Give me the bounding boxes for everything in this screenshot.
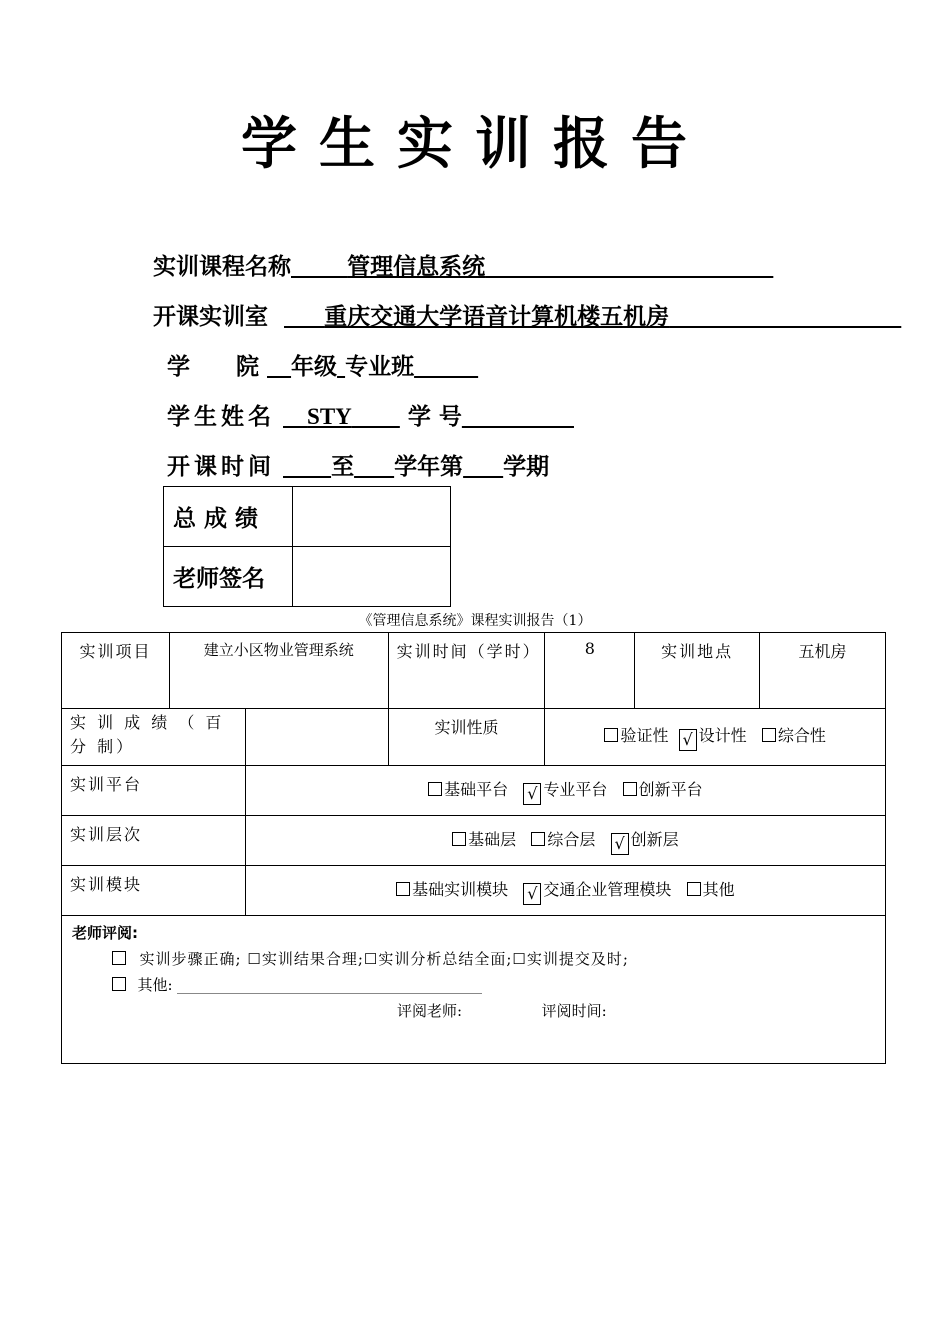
name-value: STY: [307, 404, 352, 429]
table-row: [62, 866, 886, 916]
teacher-signature-label: 老师签名: [164, 547, 293, 607]
platform-option[interactable]: 创新平台: [623, 780, 703, 799]
platform-option[interactable]: √ 专业平台: [523, 780, 607, 799]
total-score-label: 总 成 绩: [164, 487, 293, 547]
report-title: 学生实训报告: [241, 112, 709, 177]
id-label: 学 号: [407, 404, 462, 430]
checkbox-checked-icon: √: [679, 729, 697, 751]
hours-value: 8: [545, 633, 635, 709]
review-items-text: 实训步骤正确; ☐实训结果合理;☐实训分析总结全面;☐实训提交及时;: [139, 950, 629, 968]
project-value: 建立小区物业管理系统: [169, 633, 388, 709]
lab-value: 重庆交通大学语音计算机楼五机房: [324, 304, 670, 330]
platform-options: [245, 766, 885, 816]
nature-label: 实训性质: [388, 709, 545, 766]
checkbox-icon: [623, 782, 637, 796]
review-time-label: 评阅时间:: [541, 1002, 607, 1020]
review-section: [62, 916, 886, 1064]
course-value: 管理信息系统: [347, 254, 486, 280]
level-options: [245, 816, 885, 866]
module-option[interactable]: 基础实训模块: [396, 880, 508, 899]
table-row: [62, 709, 886, 766]
table-row: [62, 766, 886, 816]
review-criteria: [72, 946, 875, 972]
module-option[interactable]: √ 交通企业管理模块: [523, 880, 671, 899]
module-label: 实训模块: [62, 866, 246, 916]
course-name-line: [153, 248, 773, 281]
level-option[interactable]: 基础层: [452, 830, 516, 849]
review-title: 老师评阅:: [72, 924, 138, 942]
report-table: [61, 632, 886, 1064]
nature-option[interactable]: 综合性: [762, 726, 826, 745]
report-caption: 《管理信息系统》课程实训报告（1）: [358, 613, 592, 629]
time-line: [167, 448, 549, 481]
table-row: [62, 816, 886, 866]
nature-options: [545, 709, 886, 766]
review-other-label: 其他:: [137, 976, 173, 994]
checkbox-icon[interactable]: [112, 951, 126, 965]
review-footer: [72, 998, 875, 1024]
score-label: 实 训 成 绩 （ 百 分 制）: [62, 709, 246, 766]
college-label: 学 院: [167, 354, 259, 380]
student-line: [167, 398, 574, 431]
checkbox-icon: [687, 882, 701, 896]
level-option[interactable]: √ 创新层: [611, 830, 679, 849]
hours-label: 实训时间（学时）: [388, 633, 545, 709]
module-option[interactable]: 其他: [687, 880, 735, 899]
name-label: 学生姓名: [167, 404, 275, 430]
teacher-signature-cell[interactable]: [293, 547, 451, 607]
level-label: 实训层次: [62, 816, 246, 866]
time-term: 学期: [503, 454, 550, 480]
time-year: 学年第: [394, 454, 464, 480]
project-label: 实训项目: [62, 633, 170, 709]
checkbox-checked-icon: √: [523, 883, 541, 905]
checkbox-icon: [396, 882, 410, 896]
module-options: [245, 866, 885, 916]
time-to: 至: [331, 454, 355, 480]
college-line: [167, 348, 478, 381]
checkbox-icon[interactable]: [112, 977, 126, 991]
nature-option[interactable]: 验证性: [604, 726, 668, 745]
platform-label: 实训平台: [62, 766, 246, 816]
table-row: [62, 633, 886, 709]
lab-label: 开课实训室: [153, 304, 268, 330]
checkbox-icon: [604, 728, 618, 742]
reviewer-label: 评阅老师:: [397, 1002, 463, 1020]
course-label: 实训课程名称: [153, 254, 291, 280]
checkbox-icon: [531, 832, 545, 846]
lab-line: [153, 298, 901, 331]
class-label: 专业班: [345, 354, 415, 380]
nature-option[interactable]: √ 设计性: [679, 726, 747, 745]
total-score-cell[interactable]: [293, 487, 451, 547]
checkbox-icon: [452, 832, 466, 846]
checkbox-checked-icon: √: [523, 783, 541, 805]
score-cell[interactable]: [245, 709, 388, 766]
checkbox-icon: [762, 728, 776, 742]
table-row: [62, 916, 886, 1064]
checkbox-icon: [428, 782, 442, 796]
platform-option[interactable]: 基础平台: [428, 780, 508, 799]
review-other-input[interactable]: [177, 979, 482, 994]
grade-box: [163, 486, 451, 607]
time-label: 开课时间: [167, 454, 275, 480]
place-label: 实训地点: [635, 633, 760, 709]
review-other: [72, 972, 875, 998]
place-value: 五机房: [760, 633, 886, 709]
checkbox-checked-icon: √: [611, 833, 629, 855]
level-option[interactable]: 综合层: [531, 830, 595, 849]
grade-label: 年级: [291, 354, 338, 380]
